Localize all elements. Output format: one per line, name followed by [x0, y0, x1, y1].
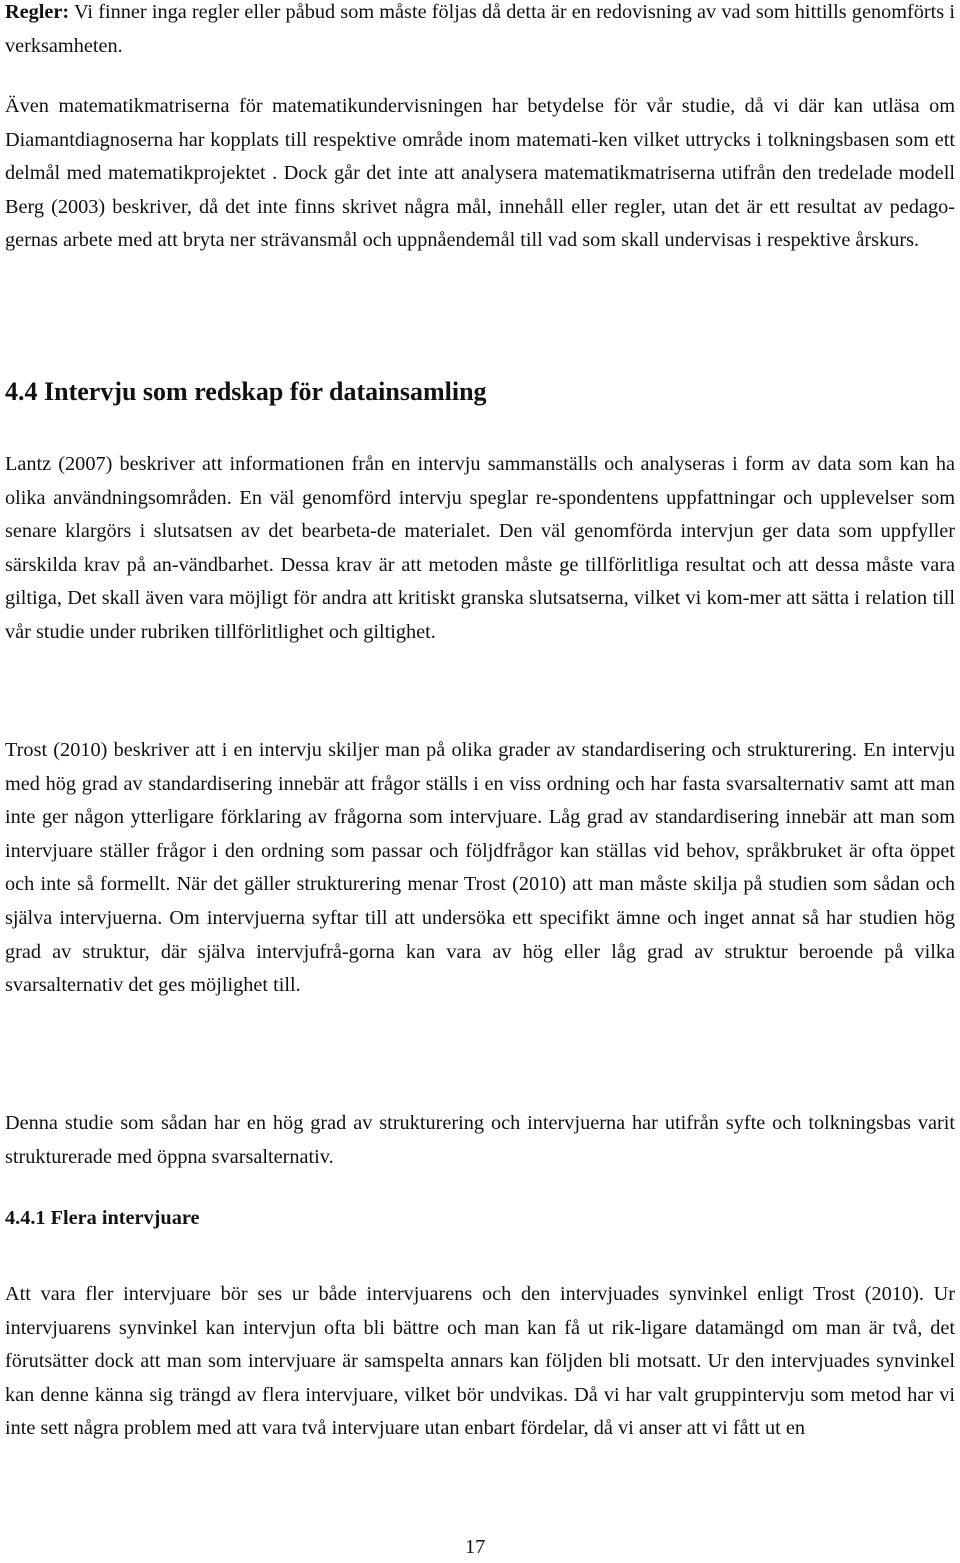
page-number: 17	[465, 1536, 486, 1558]
rules-paragraph	[5, 0, 955, 63]
rules-label: Regler:	[5, 1, 70, 23]
paragraph-trost: Trost (2010) beskriver att i en intervju skiljer man på olika grader av standardisering och strukturering. En intervju med hög grad av standardisering innebär att frågor ställs i en viss ordning och har fasta svarsalternativ samt att man inte ger någon ytterligare förklaring av frågorna som intervjuare. Låg grad av standardisering innebär att man som intervjuare ställer frågor i den ordning som passar och följdfrågor kan ställas vid behov, språkbruket är ofta öppet och inte så formellt. När det gäller strukturering menar Trost (2010) att man måste skilja på studien som sådan och själva intervjuerna. Om intervjuerna syftar till att undersöka ett specifikt ämne och inget annat så har studien hög grad av struktur, där själva intervjufrå-gorna kan vara av hög eller låg grad av struktur beroende på vilka svarsalternativ det ges möjlighet till.	[5, 739, 955, 997]
paragraph-study: Denna studie som sådan har en hög grad av strukturering och intervjuerna har utifrån syfte och tolkningsbas varit strukturerade med öppna svarsalternativ.	[5, 1112, 955, 1168]
section-heading-4-4: 4.4 Intervju som redskap för datainsamling	[5, 377, 487, 406]
paragraph-lantz: Lantz (2007) beskriver att informationen från en intervju sammanställs och analyseras i form av data som kan ha olika användningsområden. En väl genomförd intervju speglar re-spondentens uppfattningar och upplevelser som senare klargörs i slutsatsen av det bearbeta-de materialet. Den väl genomförda intervjun ger data som uppfyller särskilda krav på an-vändbarhet. Dessa krav är att metoden måste ge tillförlitliga resultat och att dessa måste vara giltiga, Det skall även vara möjligt för andra att kritiskt granska slutsatserna, vilket vi kom-mer att sätta i relation till vår studie under rubriken tillförlitlighet och giltighet.	[5, 453, 955, 643]
paragraph-interviewers: Att vara fler intervjuare bör ses ur både intervjuarens och den intervjuades synvinkel enligt Trost (2010). Ur intervjuarens synvinkel kan intervjun ofta bli bättre och man kan få ut rik-ligare datamängd om man är två, det förutsätter dock att man som intervjuare är samspelta annars kan följden bli motsatt. Ur den intervjuades synvinkel kan denne känna sig trängd av flera intervjuare, vilket bör undvikas. Då vi har valt gruppintervju som metod har vi inte sett några problem med att vara två intervjuare utan enbart fördelar, då vi anser att vi fått ut en	[5, 1283, 955, 1440]
rules-text: Vi finner inga regler eller påbud som måste följas då detta är en redovisning av vad som hittills genomförts i verksamheten.	[5, 1, 955, 57]
paragraph-matrices: Även matematikmatriserna för matematikundervisningen har betydelse för vår studie, då vi där kan utläsa om Diamantdiagnoserna har kopplats till respektive område inom matemati-ken vilket uttrycks i tolkningsbasen som ett delmål med matematikprojektet . Dock går det inte att analysera matematikmatriserna utifrån den tredelade modell Berg (2003) beskriver, då det inte finns skrivet några mål, innehåll eller regler, utan det är ett resultat av pedago-gernas arbete med att bryta ner strävansmål och uppnåendemål till vad som skall undervisas i respektive årskurs.	[5, 95, 955, 252]
subsection-heading-4-4-1: 4.4.1 Flera intervjuare	[5, 1207, 200, 1229]
